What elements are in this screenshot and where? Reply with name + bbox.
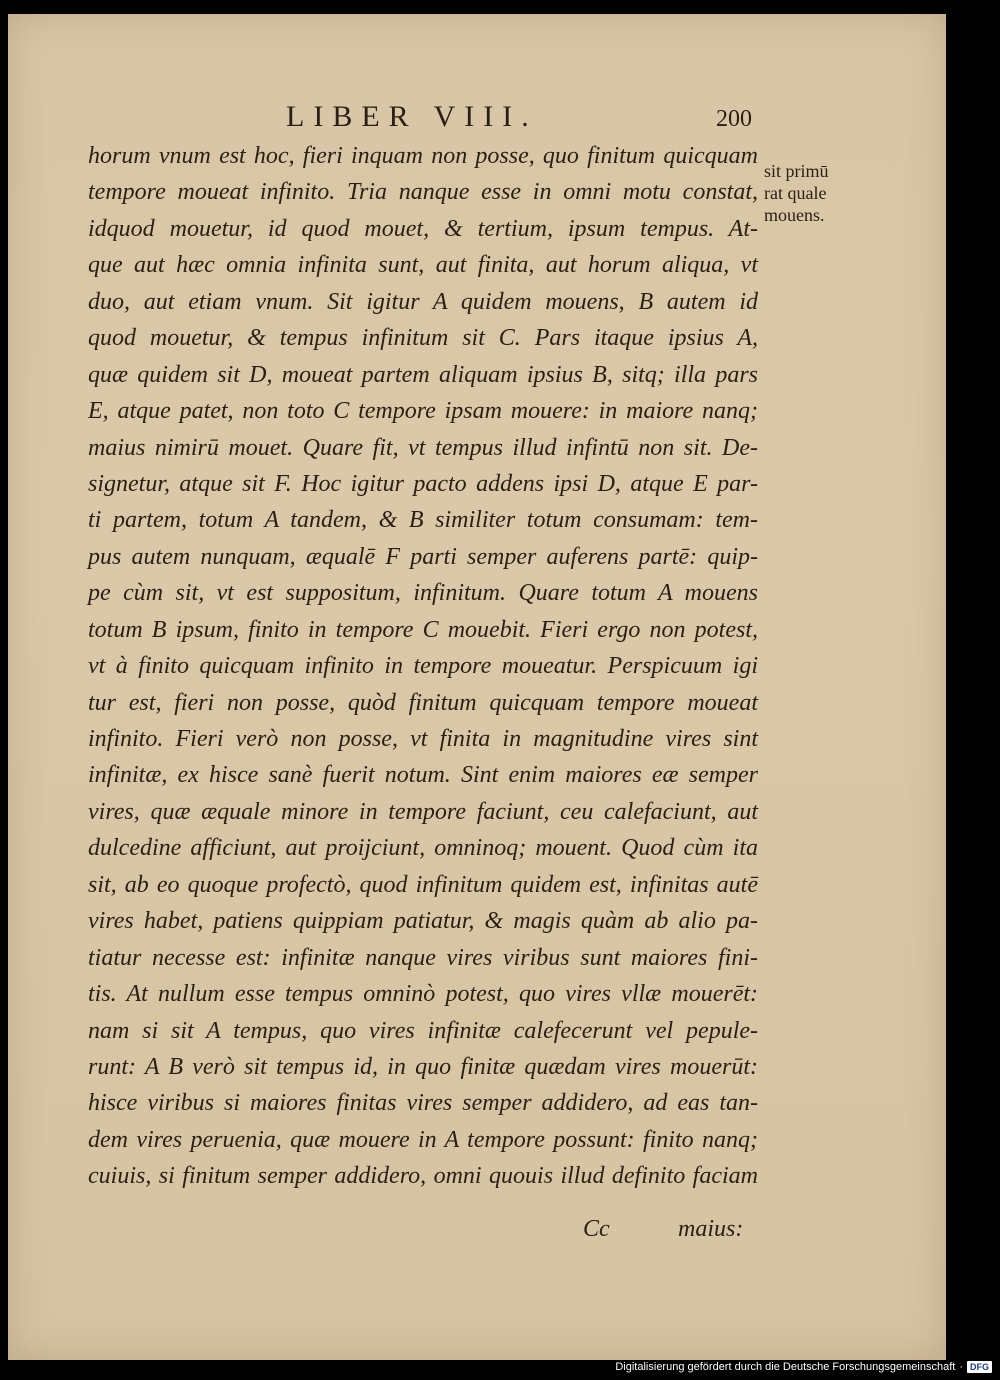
text-line: tempore moueat infinito. Tria nanque esse in omni motu constat,	[88, 179, 758, 206]
text-line: infinito. Fieri verò non posse, vt finita in magnitudine vires sint	[88, 726, 758, 752]
text-line: vires, quæ æquale minore in tempore faciunt, ceu calefaciunt, aut	[88, 798, 758, 825]
digitization-credit	[615, 1360, 992, 1374]
text-line: horum vnum est hoc, fieri inquam non posse, quo finitum quicquam	[88, 143, 758, 169]
text-line: que aut hæc omnia infinita sunt, aut finita, aut horum aliqua, vt	[88, 252, 758, 279]
text-line: signetur, atque sit F. Hoc igitur pacto addens ipsi D, atque E par-	[88, 470, 758, 497]
margin-note-line: sit primū	[764, 161, 829, 181]
text-line: infinitæ, ex hisce sanè fuerit notum. Sint enim maiores eæ semper	[88, 762, 758, 789]
text-line: dulcedine afficiunt, aut proijciunt, omninoq; mouent. Quod cùm ita	[88, 835, 758, 862]
body-text	[88, 138, 758, 1195]
text-line: tur est, fieri non posse, quòd finitum quicquam tempore moueat	[88, 689, 758, 716]
book-page	[8, 14, 946, 1360]
text-line: sit, ab eo quoque profectò, quod infinitum quidem est, infinitas autē	[88, 871, 758, 898]
margin-note-line: mouens.	[764, 205, 825, 225]
text-line: pus autem nunquam, æqualē F parti semper auferens partē: quip-	[88, 543, 758, 570]
credit-separator: ·	[959, 1361, 963, 1373]
text-line: totum B ipsum, finito in tempore C mouebit. Fieri ergo non potest,	[88, 616, 758, 643]
text-line: quæ quidem sit D, moueat partem aliquam ipsius B, sitq; illa pars	[88, 361, 758, 388]
text-line: E, atque patet, non toto C tempore ipsam mouere: in maiore nanq;	[88, 398, 758, 425]
text-line: pe cùm sit, vt est suppositum, infinitum. Quare totum A mouens	[88, 580, 758, 607]
text-line: cuiuis, si finitum semper addidero, omni quouis illud definito faciam	[88, 1163, 758, 1190]
catchword: maius:	[678, 1216, 744, 1242]
margin-note-line: rat quale	[764, 183, 827, 203]
text-line: vt à finito quicquam infinito in tempore moueatur. Perspicuum igi	[88, 653, 758, 680]
text-line: hisce viribus si maiores finitas vires semper addidero, ad eas tan-	[88, 1090, 758, 1117]
text-line: tiatur necesse est: infinitæ nanque vires viribus sunt maiores fini-	[88, 944, 758, 971]
dfg-logo-icon: DFG	[967, 1361, 992, 1373]
text-line: nam si sit A tempus, quo vires infinitæ calefecerunt vel pepule-	[88, 1017, 758, 1044]
text-line: ti partem, totum A tandem, & B similiter totum consumam: tem-	[88, 507, 758, 534]
text-line: tis. At nullum esse tempus omninò potest, quo vires vllæ mouerēt:	[88, 981, 758, 1008]
text-line: maius nimirū mouet. Quare fit, vt tempus illud infintū non sit. De-	[88, 434, 758, 461]
credit-text: Digitalisierung gefördert durch die Deutsche Forschungsgemeinschaft	[615, 1361, 956, 1373]
text-line: duo, aut etiam vnum. Sit igitur A quidem mouens, B autem id	[88, 288, 758, 315]
page-footer	[8, 1216, 946, 1256]
page-number: 200	[716, 106, 752, 132]
text-line: dem vires peruenia, quæ mouere in A tempore possunt: finito nanq;	[88, 1126, 758, 1153]
running-head: LIBER VIII.	[286, 100, 538, 133]
margin-note	[764, 160, 854, 226]
text-line: idquod mouetur, id quod mouet, & tertium, ipsum tempus. At-	[88, 215, 758, 242]
text-line: quod mouetur, & tempus infinitum sit C. Pars itaque ipsius A,	[88, 325, 758, 352]
signature-mark: Cc	[583, 1216, 610, 1242]
text-line: runt: A B verò sit tempus id, in quo finitæ quædam vires mouerūt:	[88, 1053, 758, 1080]
text-line: vires habet, patiens quippiam patiatur, & magis quàm ab alio pa-	[88, 908, 758, 935]
